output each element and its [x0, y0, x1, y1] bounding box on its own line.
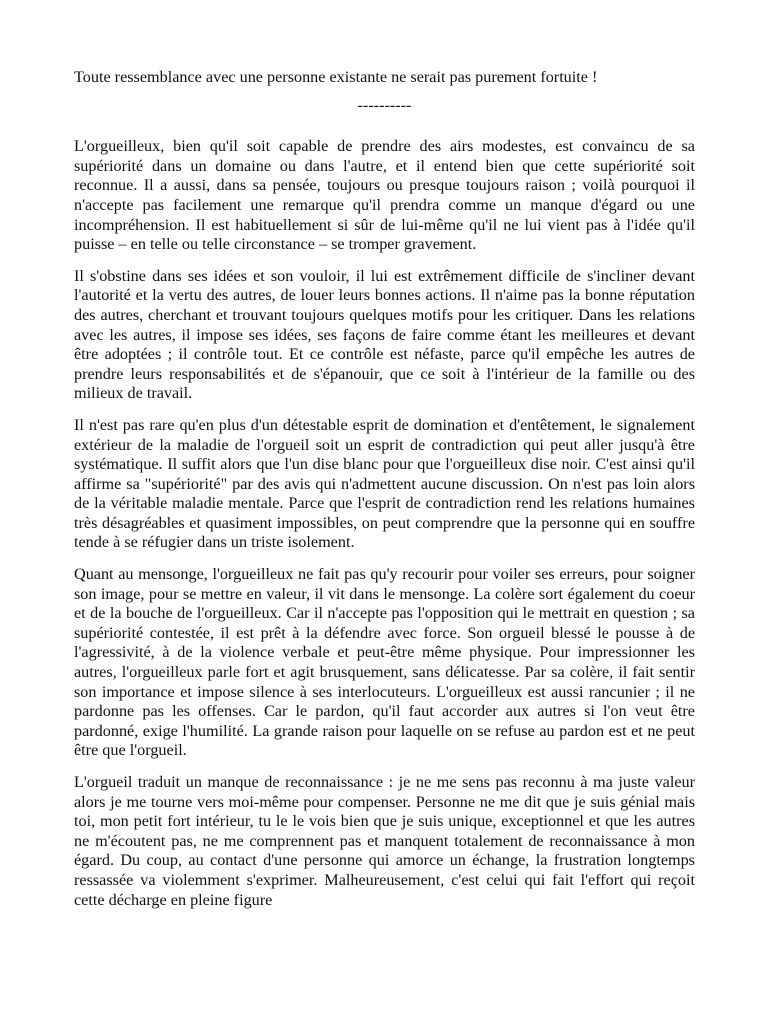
paragraph-4: Quant au mensonge, l'orgueilleux ne fait pas qu'y recourir pour voiler ses erreurs, pour soigner son image, pour se mettre en valeur, il vit dans le mensonge. La colère sort également du coeur et de la bouche de l'orgueilleux. Car il n'accepte pas l'opposition qui le mettrait en question ; sa supériorité contestée, il est prêt à la défendre avec force. Son orgueil blessé le pousse à de l'agressivité, à de la violence verbale et peut-être même physique. Pour impressionner les autres, l'orgueilleux parle fort et agit brusquement, sans délicatesse. Par sa colère, il fait sentir son importance et impose silence à ses interlocuteurs. L'orgueilleux est aussi rancunier ; il ne pardonne pas les offenses. Car le pardon, qu'il faut accorder aux autres si l'on veut être pardonné, exige l'humilité. La grande raison pour laquelle on se refuse au pardon est et ne peut être que l'orgueil.: [74, 565, 695, 760]
paragraph-5: L'orgueil traduit un manque de reconnaissance : je ne me sens pas reconnu à ma juste valeur alors je me tourne vers moi-même pour compenser. Personne ne me dit que je suis génial mais toi, mon petit fort intérieur, tu le le vois bien que je suis unique, exceptionnel et que les autres ne m'écoutent pas, ne me comprennent pas et manquent totalement de reconnaissance à mon égard. Du coup, au contact d'une personne qui amorce un échange, la frustration longtemps ressassée va violemment s'exprimer. Malheureusement, c'est celui qui fait l'effort qui reçoit cette décharge en pleine figure: [74, 773, 695, 909]
paragraph-3: Il n'est pas rare qu'en plus d'un détestable esprit de domination et d'entêtement, le signalement extérieur de la maladie de l'orgueil soit un esprit de contradiction qui peut aller jusqu'à être systématique. Il suffit alors que l'un dise blanc pour que l'orgueilleux dise noir. C'est ainsi qu'il affirme sa "supériorité" par des avis qui n'admettent aucune discussion. On n'est pas loin alors de la véritable maladie mentale. Parce que l'esprit de contradiction rend les relations humaines très désagréables et quasiment impossibles, on peut comprendre que la personne qui en souffre tende à se réfugier dans un triste isolement.: [74, 415, 695, 552]
intro-line: Toute ressemblance avec une personne existante ne serait pas purement fortuite !: [74, 68, 598, 86]
document-page: [74, 68, 695, 922]
paragraph-2: Il s'obstine dans ses idées et son vouloir, il lui est extrêmement difficile de s'incliner devant l'autorité et la vertu des autres, de louer leurs bonnes actions. Il n'aime pas la bonne réputation des autres, cherchant et trouvant toujours quelques motifs pour les critiquer. Dans les relations avec les autres, il impose ses idées, ses façons de faire comme étant les meilleures et devant être adoptées ; il contrôle tout. Et ce contrôle est néfaste, parce qu'il empêche les autres de prendre leurs responsabilités et de s'épanouir, que ce soit à l'intérieur de la famille ou des milieux de travail.: [74, 266, 695, 403]
section-separator: ----------: [357, 95, 412, 114]
paragraph-1: L'orgueilleux, bien qu'il soit capable de prendre des airs modestes, est convaincu de sa supériorité dans un domaine ou dans l'autre, et il entend bien que cette supériorité soit reconnue. Il a aussi, dans sa pensée, toujours ou presque toujours raison ; voilà pourquoi il n'accepte pas facilement une remarque qu'il prendra comme un manque d'égard ou une incompréhension. Il est habituellement si sûr de lui-même qu'il ne lui vient pas à l'idée qu'il puisse – en telle ou telle circonstance – se tromper gravement.: [74, 137, 695, 254]
